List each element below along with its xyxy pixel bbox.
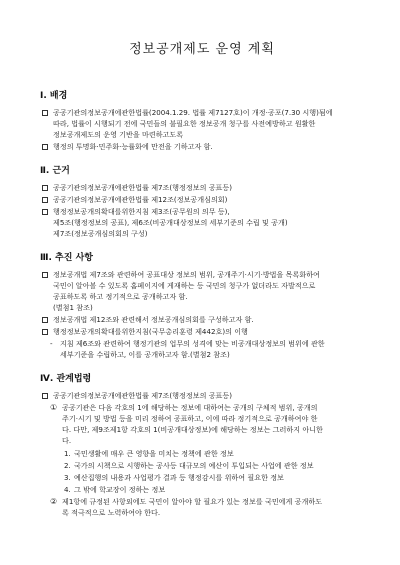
- section-heading: Ⅳ. 관계법령: [40, 373, 92, 384]
- list-number: 1.: [64, 448, 71, 458]
- text-line: 제5조(행정정보의 공표), 제6조(비공개대상정보의 세부기준의 수립 및 공개): [53, 217, 288, 227]
- section-background: [40, 90, 364, 153]
- text-line: 공공기관의정보공개에관한법률 제7조(행정정보의 공표등): [53, 182, 233, 192]
- text-line: 공공기관의정보공개에관한법률 제12조(정보공개심의회): [53, 194, 228, 204]
- text-line: 공공기관의정보공개에관한법률(2004.1.29. 법률 제7127호)이 개정·공포(7.30 시행)됨에: [53, 108, 333, 118]
- list-item: [64, 473, 364, 484]
- text-line: 정보공개법 제12조와 관련해서 정보공개심의회를 구성하고자 함.: [53, 314, 254, 324]
- checkbox-square-icon: [42, 209, 48, 215]
- list-text: 예산집행의 내용과 사업평가 결과 등 행정감시를 위하여 필요한 정보: [74, 472, 284, 482]
- checkbox-square-icon: [42, 144, 48, 150]
- text-line: 정보공개제도의 운영 기반을 마련하고도록: [53, 130, 184, 140]
- text-line: 공공기관의정보공개에관한법률 제7조(행정정보의 공표등): [53, 390, 233, 400]
- list-item: [64, 485, 364, 496]
- list-item: [42, 142, 364, 153]
- dash-item: [50, 339, 364, 361]
- text-line: 제1항에 규정된 사항외에도 국민이 알아야 할 필요가 있는 정보를 국민에게 공개하도: [62, 497, 323, 507]
- list-item: [42, 183, 364, 194]
- text-line: 따라, 법률이 시행되기 전에 국민들의 불필요한 정보공개 청구를 사전예방하고 원활한: [53, 119, 316, 129]
- numbered-paragraph: [50, 403, 364, 447]
- list-item: [42, 207, 364, 240]
- text-line: 행정정보공개의확대를위한지침(국무총리훈령 제442호)의 이행: [53, 326, 248, 336]
- checkbox-square-icon: [42, 317, 48, 323]
- list-item: [64, 461, 364, 472]
- list-text: 그 밖에 학교장이 정하는 정보: [74, 484, 166, 494]
- list-item: [42, 270, 364, 314]
- list-item: [42, 327, 364, 338]
- list-text: 국가의 시책으로 시행하는 공사등 대규모의 예산이 투입되는 사업에 관한 정보: [74, 460, 314, 470]
- checkbox-square-icon: [42, 272, 48, 278]
- checkbox-square-icon: [42, 110, 48, 116]
- list-item: [64, 449, 364, 460]
- document-title: 정보공개제도 운영 계획: [129, 42, 275, 57]
- list-number: 4.: [64, 484, 71, 494]
- section-heading: Ⅱ. 근거: [40, 166, 70, 177]
- list-text: 국민생활에 매우 큰 영향을 미치는 정책에 관한 정보: [74, 448, 234, 458]
- circled-number: ①: [50, 402, 58, 412]
- text-line: 제7조(정보공개심의회의 구성): [53, 228, 148, 238]
- text-line: 행정의 투명화·민주화·능률화에 만전을 기하고자 함.: [53, 142, 213, 152]
- checkbox-square-icon: [42, 197, 48, 203]
- text-line: 록 적극적으로 노력하여야 한다.: [62, 508, 161, 518]
- section-heading: Ⅰ. 배경: [40, 91, 68, 102]
- text-line: 다. 다만, 제9조제1항 각호의 1(비공개대상정보)에 해당하는 정보는 그러하지 아니한: [62, 424, 323, 434]
- section-heading: Ⅲ. 추진 사항: [40, 252, 93, 263]
- text-line: 국민이 알아볼 수 있도록 홈페이지에 게재하는 등 국민의 청구가 없더라도 자발적으로: [53, 280, 316, 290]
- numbered-paragraph: [50, 497, 364, 519]
- checkbox-square-icon: [42, 329, 48, 335]
- numbered-list: [64, 449, 364, 496]
- text-line: 공표하도록 하고 정기적으로 공개하고자 함.: [53, 291, 188, 301]
- list-item: [42, 315, 364, 326]
- section-related-laws: [40, 373, 364, 520]
- text-line: 지침 제6조와 관련하여 행정기관의 업무의 성격에 맞는 비공개대상정보의 범위에 관한: [60, 338, 325, 348]
- text-line: 주기·시기 및 방법 등을 미리 정하여 공표하고, 이에 따라 정기적으로 공개하여야 한: [62, 413, 318, 423]
- text-line: 세부기준을 수립하고, 이를 공개하고자 함.(별첨2 참조): [60, 349, 230, 359]
- checkbox-square-icon: [42, 185, 48, 191]
- list-item: [42, 108, 364, 141]
- list-item: [42, 195, 364, 206]
- section-actions: [40, 252, 364, 361]
- text-line: 공공기관은 다음 각호의 1에 해당하는 정보에 대하여는 공개의 구체적 범위, 공개의: [62, 402, 318, 412]
- list-item: [42, 391, 364, 402]
- text-line: 행정정보공개의확대를위한지침 제3조(공무원의 의무 등),: [53, 206, 230, 216]
- dash-mark: -: [50, 338, 53, 348]
- circled-number: ②: [50, 497, 58, 507]
- section-basis: [40, 165, 364, 240]
- text-line: (별첨1 참조): [53, 302, 93, 312]
- text-line: 다.: [62, 435, 72, 445]
- checkbox-square-icon: [42, 393, 48, 399]
- list-number: 3.: [64, 472, 71, 482]
- list-number: 2.: [64, 460, 71, 470]
- text-line: 정보공개법 제7조와 관련하여 공표대상 정보의 범위, 공개주기·시기·방법을 목록화하여: [53, 269, 320, 279]
